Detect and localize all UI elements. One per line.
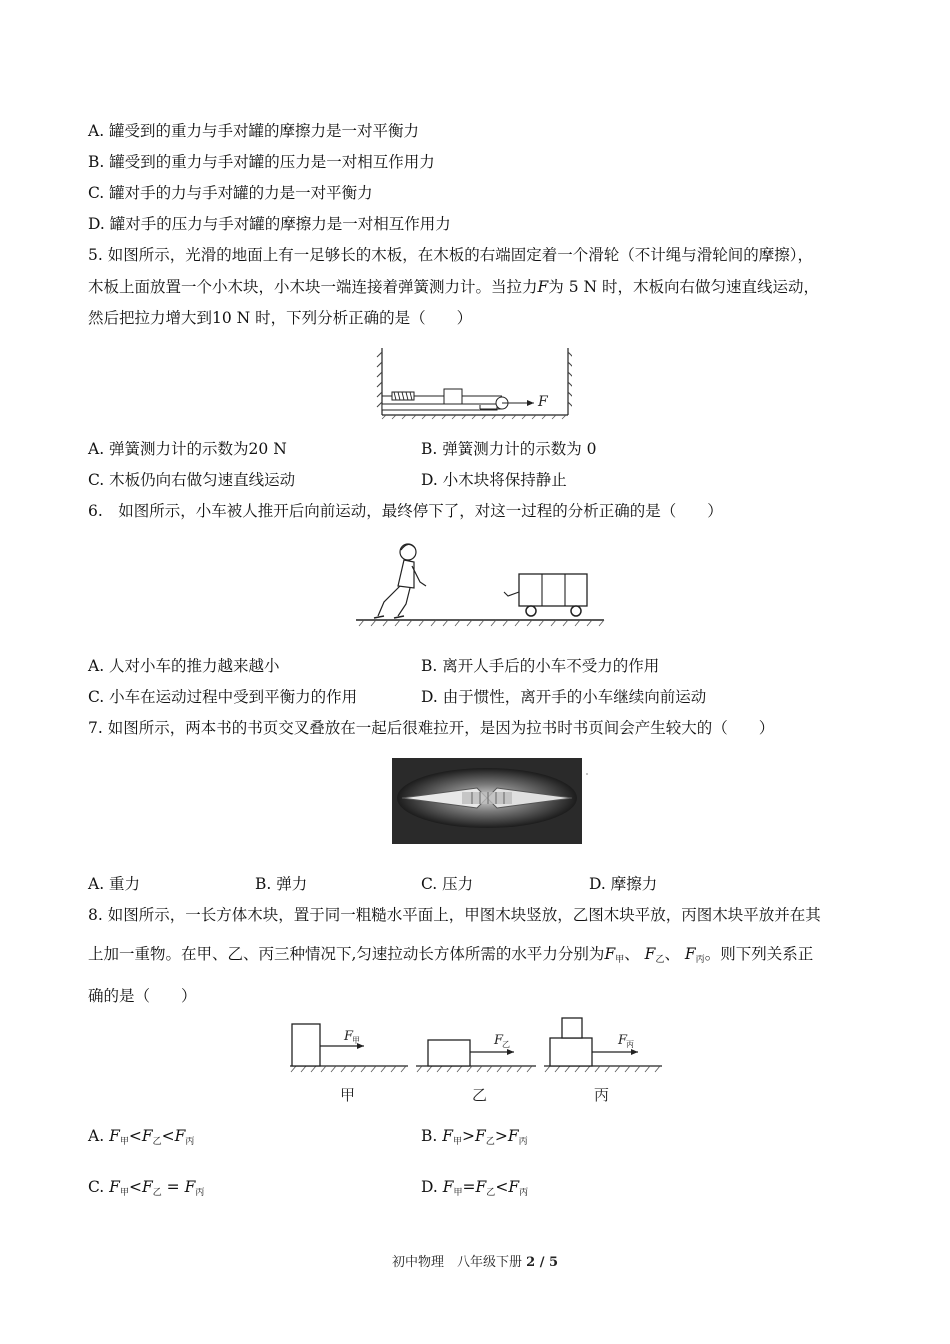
q8-stem-line3: 确的是（ ） (88, 987, 197, 1005)
q6-option-c: C. 小车在运动过程中受到平衡力的作用 (88, 688, 358, 706)
q8-option-b: B. $F_甲>F_乙>F_丙$ (421, 1127, 528, 1147)
svg-text:丙: 丙 (626, 1040, 634, 1049)
svg-text:丙: 丙 (594, 1086, 610, 1104)
q8-option-d: D. $F_甲=F_乙<F_丙$ (421, 1178, 529, 1198)
q5-option-a: A. 弹簧测力计的示数为20 N (88, 440, 287, 458)
q7-stem: 7. 如图所示，两本书的书页交叉叠放在一起后很难拉开，是因为拉书时书页间会产生较大的（ ） (88, 719, 775, 737)
q6-person-cart-figure (354, 538, 606, 630)
q4-option-a: A. 罐受到的重力与手对罐的摩擦力是一对平衡力 (88, 122, 420, 140)
q5-board-pulley-figure (376, 344, 572, 420)
svg-text:F: F (494, 1033, 504, 1048)
q5-option-d: D. 小木块将保持静止 (421, 471, 567, 489)
footer-subject: 初中物理 八年级下册 (391, 1255, 522, 1270)
q8-three-blocks-figure (288, 1016, 664, 1108)
q4-option-d: D. 罐对手的压力与手对罐的摩擦力是一对相互作用力 (88, 215, 451, 233)
q5-force-label: F (538, 394, 548, 410)
q5-stem-line1: 5. 如图所示，光滑的地面上有一足够长的木板，在木板的右端固定着一个滑轮（不计绳与滑轮间的摩擦）， (88, 246, 813, 264)
svg-text:F: F (344, 1029, 354, 1044)
q6-stem: 6. 如图所示，小车被人推开后向前运动，最终停下了，对这一过程的分析正确的是（ ） (88, 502, 723, 520)
q7-option-c: C. 压力 (421, 875, 474, 893)
q8-option-c: C. $F_甲<F_乙 = F_丙$ (88, 1178, 205, 1198)
q6-option-b: B. 离开人手后的小车不受力的作用 (421, 657, 660, 675)
q8-option-a: A. $F_甲<F_乙<F_丙$ (88, 1127, 195, 1147)
svg-text:甲: 甲 (340, 1086, 356, 1104)
q6-option-a: A. 人对小车的推力越来越小 (88, 657, 280, 675)
q7-interleaved-books-photo (392, 758, 588, 844)
q5-option-c: C. 木板仍向右做匀速直线运动 (88, 471, 296, 489)
q8-stem-line1: 8. 如图所示，一长方体木块，置于同一粗糙水平面上，甲图木块竖放，乙图木块平放，丙图木块平放并在其 (88, 906, 821, 924)
q7-option-b: B. 弹力 (255, 875, 308, 893)
svg-text:F: F (618, 1033, 628, 1048)
q8-figure-yi (416, 1033, 536, 1104)
page-footer (0, 1251, 950, 1270)
q8-stem-line2: 上加一重物。在甲、乙、丙三种情况下,匀速拉动长方体所需的水平力分别为$F_甲$、 $F_乙$、 $F_丙$。则下列关系正 (88, 945, 814, 965)
q7-option-a: A. 重力 (88, 875, 141, 893)
q7-option-d: D. 摩擦力 (589, 875, 658, 893)
svg-text:乙: 乙 (472, 1086, 488, 1104)
q8-figure-jia (290, 1024, 408, 1104)
q8-figure-bing (544, 1018, 662, 1104)
q4-option-c: C. 罐对手的力与手对罐的力是一对平衡力 (88, 184, 373, 202)
q6-option-d: D. 由于惯性，离开手的小车继续向前运动 (421, 688, 707, 706)
svg-text:甲: 甲 (352, 1036, 360, 1045)
svg-text:乙: 乙 (502, 1040, 510, 1049)
q4-option-b: B. 罐受到的重力与手对罐的压力是一对相互作用力 (88, 153, 435, 171)
q5-option-b: B. 弹簧测力计的示数为 0 (421, 440, 597, 458)
footer-page-number: 2 / 5 (526, 1255, 559, 1270)
q5-stem-line3: 然后把拉力增大到10 N 时，下列分析正确的是（ ） (88, 309, 473, 327)
q5-stem-line2: 木板上面放置一个小木块，小木块一端连接着弹簧测力计。当拉力F为 5 N 时，木板向右做匀速直线运动， (88, 278, 819, 296)
